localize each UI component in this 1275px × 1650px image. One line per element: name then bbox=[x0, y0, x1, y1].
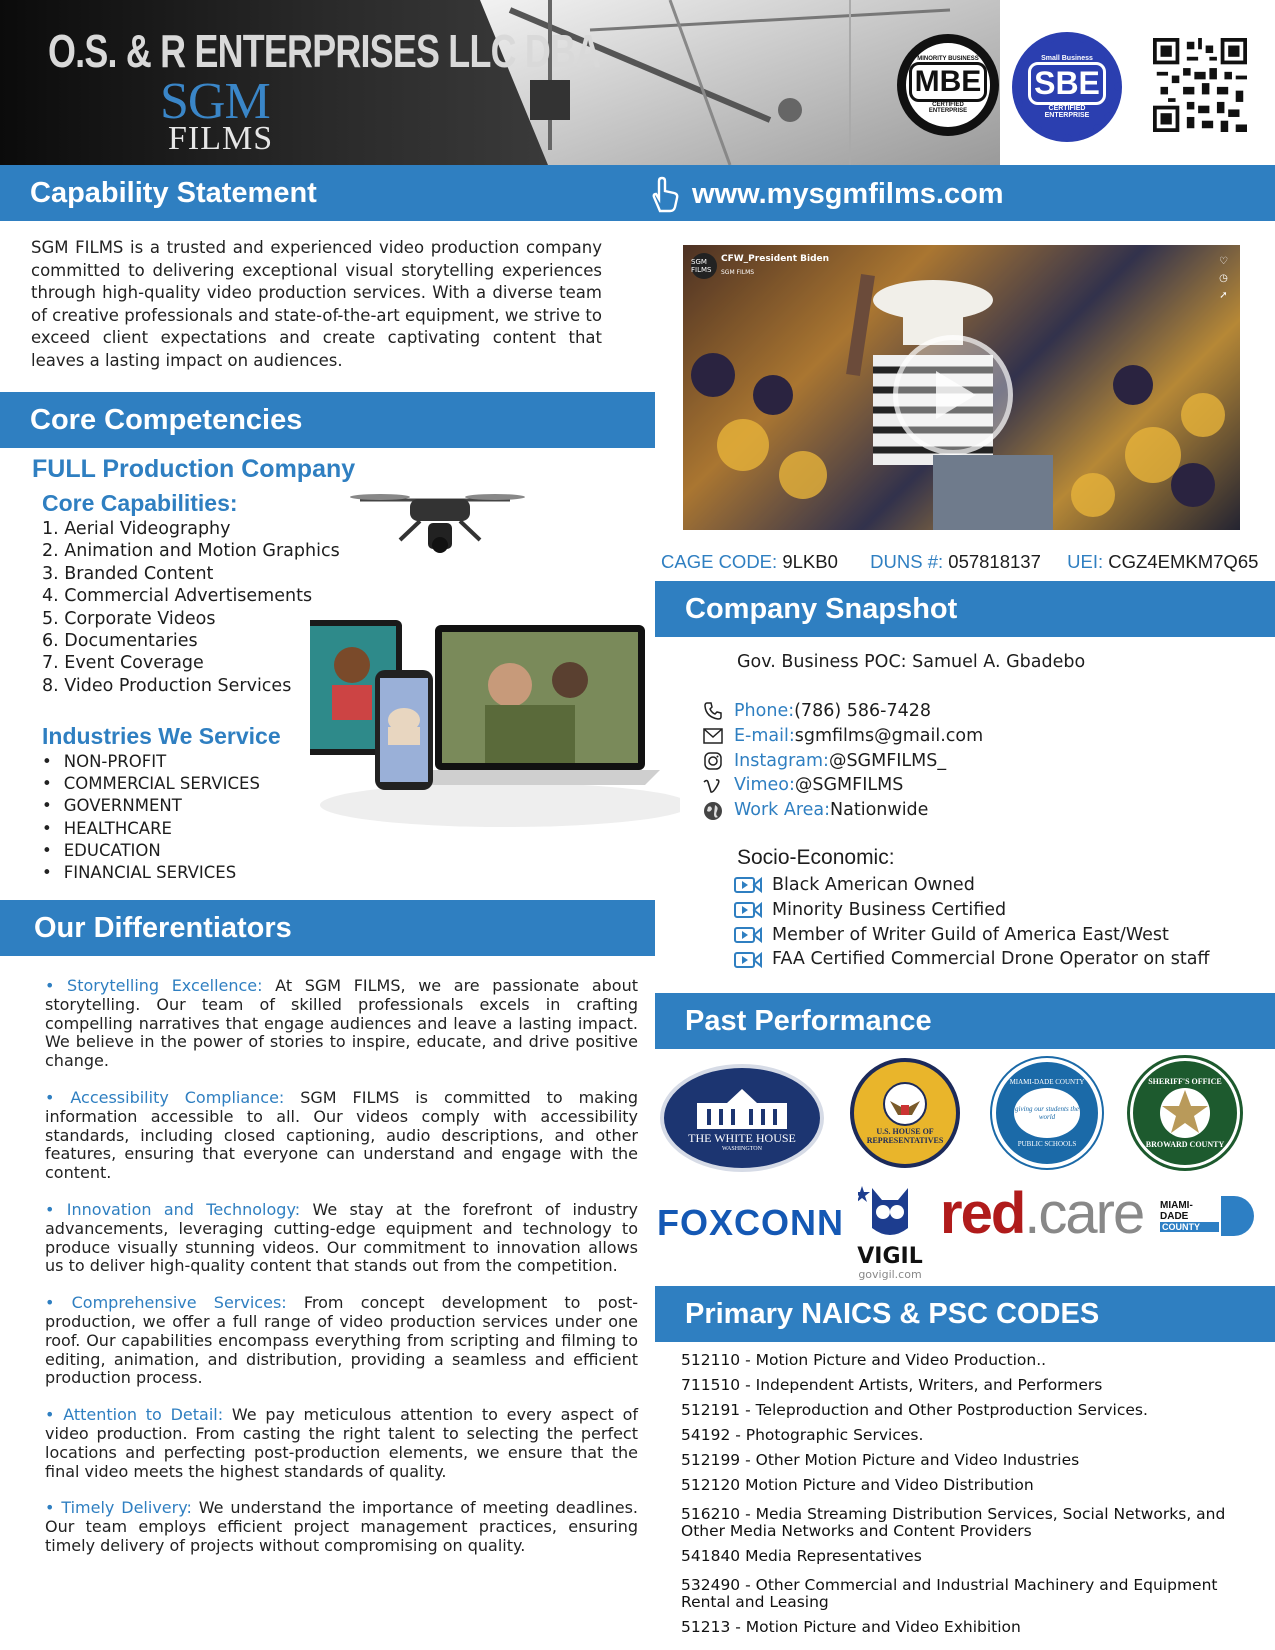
foxconn-logo: FOXCONN bbox=[657, 1202, 844, 1243]
header-banner bbox=[0, 0, 1275, 165]
instagram-icon bbox=[702, 750, 724, 772]
list-item: 541840 Media Representatives bbox=[681, 1547, 922, 1565]
brand-logo-sgm: SGM bbox=[160, 73, 270, 130]
pointer-hand-icon bbox=[648, 175, 682, 213]
website-link[interactable]: www.mysgmfilms.com bbox=[648, 175, 1004, 213]
video-icon bbox=[734, 950, 762, 970]
list-item: FAA Certified Commercial Drone Operator on staff bbox=[734, 947, 1209, 972]
miami-dade-county-logo: MIAMI-DADE COUNTY bbox=[1160, 1194, 1254, 1238]
white-house-logo: THE WHITE HOUSE WASHINGTON bbox=[660, 1064, 824, 1172]
qr-code-icon[interactable] bbox=[1153, 38, 1247, 132]
core-competencies-bar bbox=[0, 392, 655, 448]
differentiators-title: Our Differentiators bbox=[34, 911, 292, 944]
play-icon bbox=[928, 367, 978, 423]
industries-heading: Industries We Service bbox=[42, 723, 281, 749]
share-icon[interactable]: ➚ bbox=[1219, 290, 1228, 301]
globe-icon bbox=[702, 800, 724, 822]
list-item: 5. Corporate Videos bbox=[42, 608, 216, 629]
list-item: • Timely Delivery: We understand the importance of meeting deadlines. Our team employs efficient project management practices, ensuring timely delivery of projects without compromising on quality. bbox=[45, 1498, 638, 1555]
work-area-row: Work Area: Nationwide bbox=[702, 798, 983, 823]
video-icon bbox=[734, 900, 762, 920]
company-name: O.S. & R ENTERPRISES LLC DBA bbox=[48, 25, 601, 77]
list-item: • FINANCIAL SERVICES bbox=[42, 862, 260, 884]
snapshot-bar bbox=[655, 581, 1275, 637]
list-item: 711510 - Independent Artists, Writers, and Performers bbox=[681, 1376, 1103, 1394]
drone-icon bbox=[350, 494, 525, 553]
list-item: • Storytelling Excellence: At SGM FILMS, we are passionate about storytelling. Our team of skilled professionals excels in crafting compelling narratives that engage audiences and leave a lasting impact. We believe in the power of stories to inspire, educate, and drive positive change. bbox=[45, 976, 638, 1071]
socio-list bbox=[734, 873, 1209, 972]
list-item: Member of Writer Guild of America East/West bbox=[734, 923, 1209, 948]
redcare-logo: red.care bbox=[940, 1181, 1144, 1246]
differentiators-list bbox=[45, 977, 638, 1574]
clock-icon[interactable]: ◷ bbox=[1219, 273, 1228, 284]
core-title: Core Competencies bbox=[30, 403, 303, 436]
list-item: 512110 - Motion Picture and Video Production.. bbox=[681, 1351, 1047, 1369]
video-channel: SGM FILMS bbox=[721, 269, 755, 276]
full-production-heading: FULL Production Company bbox=[32, 455, 356, 483]
list-item: • EDUCATION bbox=[42, 840, 260, 862]
core-capabilities-heading: Core Capabilities: bbox=[42, 490, 238, 516]
play-button[interactable] bbox=[893, 335, 1013, 455]
list-item: 2. Animation and Motion Graphics bbox=[42, 541, 340, 562]
list-item: • NON-PROFIT bbox=[42, 751, 260, 773]
duns-label: DUNS #: bbox=[870, 551, 944, 572]
white-house-icon bbox=[687, 1085, 797, 1131]
list-item: • COMMERCIAL SERVICES bbox=[42, 773, 260, 795]
sbe-badge: Small Business SBE CERTIFIED ENTERPRISE bbox=[1012, 32, 1122, 142]
video-title: CFW_President Biden bbox=[721, 254, 830, 264]
eagle-icon bbox=[882, 1081, 928, 1127]
vimeo-row[interactable]: Vimeo: @SGMFILMS bbox=[702, 773, 983, 798]
list-item: • HEALTHCARE bbox=[42, 818, 260, 840]
cage-code: 9LKB0 bbox=[782, 551, 838, 572]
contact-list bbox=[702, 699, 983, 823]
list-item: • Attention to Detail: We pay meticulous attention to every aspect of video production. From casting the right talent to selecting the perfect locations and perfecting post-production elements, we ensure that the final video meets the highest standards of quality. bbox=[45, 1405, 639, 1481]
list-item: 532490 - Other Commercial and Industrial Machinery and Equipment Rental and Leasing bbox=[681, 1576, 1218, 1611]
snapshot-title: Company Snapshot bbox=[685, 592, 958, 625]
instagram-value: @SGMFILMS_ bbox=[828, 750, 947, 771]
miami-dade-schools-logo: MIAMI-DADE COUNTY giving our students the world PUBLIC SCHOOLS bbox=[992, 1058, 1102, 1168]
list-item: • Comprehensive Services: From concept development to post-production, we offer a full range of video production services under one roof. Our capabilities encompass everything from scripting and filming to editing, animation, and distribution, providing a seamless and efficient production process. bbox=[45, 1293, 638, 1388]
socio-heading: Socio-Economic: bbox=[737, 846, 895, 869]
past-title: Past Performance bbox=[685, 1004, 932, 1037]
us-house-seal: U.S. HOUSE OF REPRESENTATIVES bbox=[850, 1058, 960, 1168]
list-item: 6. Documentaries bbox=[42, 631, 198, 652]
capability-bar bbox=[0, 165, 1275, 221]
list-item: 7. Event Coverage bbox=[42, 653, 204, 674]
sheriff-star-icon bbox=[1158, 1086, 1212, 1140]
list-item: 1. Aerial Videography bbox=[42, 519, 231, 539]
list-item: 54192 - Photographic Services. bbox=[681, 1426, 924, 1444]
phone-row[interactable]: Phone: (786) 586-7428 bbox=[702, 699, 983, 724]
video-side-icons[interactable] bbox=[1219, 253, 1228, 304]
capability-title: Capability Statement bbox=[30, 176, 317, 209]
channel-avatar: SGM FILMS bbox=[691, 253, 717, 279]
mbe-badge: MINORITY BUSINESS MBE CERTIFIED ENTERPRISE bbox=[897, 34, 999, 136]
email-value: sgmfilms@gmail.com bbox=[794, 725, 984, 746]
gov-codes bbox=[661, 551, 1258, 573]
email-row[interactable]: E-mail: sgmfilms@gmail.com bbox=[702, 724, 983, 749]
naics-list bbox=[653, 1352, 1253, 1644]
capability-text: SGM FILMS is a trusted and experienced video production company committed to delivering exceptional visual storytelling experiences through high-quality video production services. With a diverse team of creative professionals and state-of-the-art equipment, we strive to exceed client expectations and create captivating content that leaves a lasting impact on audiences. bbox=[31, 238, 602, 370]
list-item: 512120 Motion Picture and Video Distribution bbox=[681, 1476, 1034, 1494]
vigil-logo: VIGIL govigil.com bbox=[850, 1180, 930, 1281]
owl-icon bbox=[858, 1180, 922, 1242]
naics-title: Primary NAICS & PSC CODES bbox=[685, 1297, 1100, 1330]
differentiators-bar bbox=[0, 900, 655, 956]
envelope-icon bbox=[702, 725, 724, 747]
vimeo-icon bbox=[702, 775, 724, 797]
phone-value: (786) 586-7428 bbox=[794, 701, 931, 721]
video-player[interactable] bbox=[683, 245, 1240, 530]
list-item: • Innovation and Technology: We stay at the forefront of industry advancements, leveraging cutting-edge equipment and technology to produce visually stunning videos. Our commitment to innovation allows us to deliver high-quality content that stands out from the competition. bbox=[45, 1199, 639, 1276]
list-item: 512191 - Teleproduction and Other Postproduction Services. bbox=[681, 1401, 1148, 1419]
brand-logo-films: FILMS bbox=[168, 120, 274, 157]
work-area-value: Nationwide bbox=[830, 800, 929, 821]
list-item: • GOVERNMENT bbox=[42, 795, 260, 817]
list-item: 516210 - Media Streaming Distribution Services, Social Networks, and Other Media Networks and Content Providers bbox=[681, 1505, 1226, 1540]
cage-label: CAGE CODE: bbox=[661, 551, 778, 572]
phone-icon bbox=[702, 700, 724, 722]
list-item: 512199 - Other Motion Picture and Video Industries bbox=[681, 1451, 1080, 1469]
list-item: 4. Commercial Advertisements bbox=[42, 586, 313, 607]
broward-sheriff-logo: SHERIFF'S OFFICE BROWARD COUNTY bbox=[1130, 1058, 1240, 1168]
list-item: • Accessibility Compliance: SGM FILMS is committed to making information accessible to all. Our videos comply with accessibility standards, including closed captioning, audio descriptions, and other features, ensuring that everyone can understand and engage with the content. bbox=[45, 1087, 638, 1183]
core-capabilities-list bbox=[42, 518, 340, 697]
industries-list bbox=[42, 751, 260, 884]
list-item: Black American Owned bbox=[734, 873, 1209, 898]
list-item: 3. Branded Content bbox=[42, 563, 214, 584]
county-d-shape bbox=[1221, 1196, 1254, 1236]
heart-icon[interactable]: ♡ bbox=[1219, 256, 1228, 267]
gov-poc: Gov. Business POC: Samuel A. Gbadebo bbox=[737, 652, 1086, 672]
instagram-row[interactable]: Instagram: @SGMFILMS_ bbox=[702, 749, 983, 774]
naics-bar bbox=[655, 1286, 1275, 1342]
past-performance-bar bbox=[655, 993, 1275, 1049]
list-item: 8. Video Production Services bbox=[42, 675, 292, 696]
uei-code: CGZ4EMKM7Q65 bbox=[1108, 551, 1259, 572]
duns-number: 057818137 bbox=[948, 551, 1041, 572]
list-item: 51213 - Motion Picture and Video Exhibition bbox=[681, 1618, 1021, 1636]
list-item: Minority Business Certified bbox=[734, 898, 1209, 923]
video-icon bbox=[734, 875, 762, 895]
vimeo-value: @SGMFILMS bbox=[794, 775, 904, 796]
uei-label: UEI: bbox=[1067, 551, 1104, 572]
devices-illustration bbox=[310, 485, 680, 835]
video-icon bbox=[734, 925, 762, 945]
